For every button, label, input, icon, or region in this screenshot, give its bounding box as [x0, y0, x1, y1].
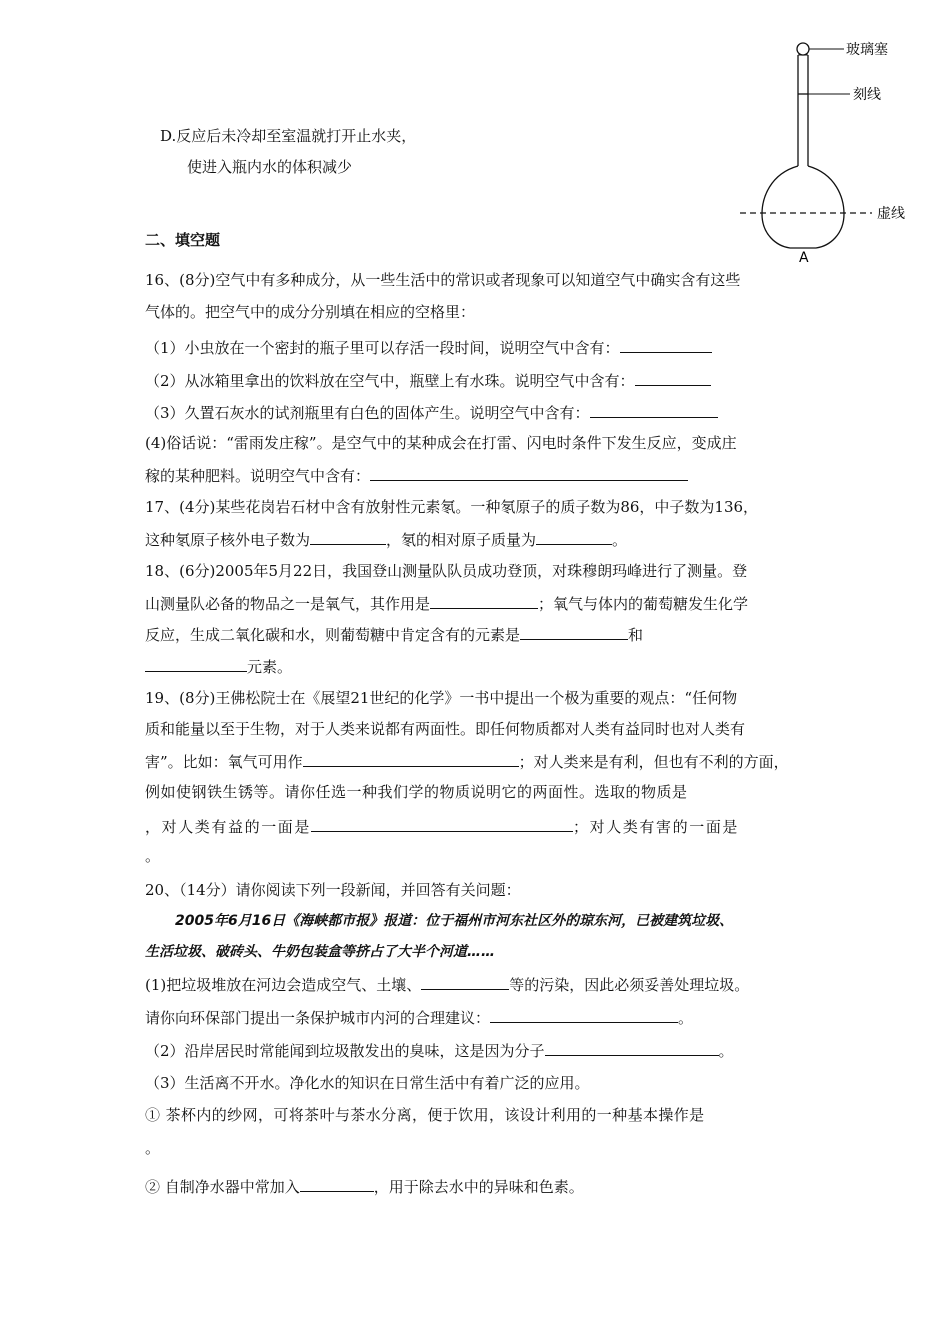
q20-part2	[145, 1039, 734, 1061]
q17-line2	[145, 528, 627, 550]
q19-line2: 质和能量以至于生物，对于人类来说都有两面性。即任何物质都对人类有益同时也对人类有	[145, 720, 746, 738]
volumetric-flask-diagram	[740, 38, 930, 263]
label-a: A	[799, 250, 809, 263]
q19-text-b: ；对人类来是有利，但也有不利的方面，	[518, 753, 789, 771]
q20-blank3[interactable]	[545, 1039, 719, 1056]
q19-text-d: ；对人类有害的一面是	[573, 818, 740, 836]
q16-line1: 16、(8分)空气中有多种成分，从一些生活中的常识或者现象可以知道空气中确实含有这些	[145, 271, 741, 289]
q18-text-e: 元素。	[247, 658, 293, 676]
q20-news-line2: 生活垃圾、破砖头、牛奶包装盒等挤占了大半个河道……	[145, 944, 495, 960]
q16-part4-line2	[145, 464, 688, 486]
q20-text-f: 。	[718, 1042, 734, 1060]
q18-line3	[145, 623, 643, 645]
q18-line2	[145, 592, 748, 614]
option-d-line1: D.反应后未冷却至室温就打开止水夹，	[160, 127, 417, 145]
q19-line5	[145, 815, 739, 837]
q18-blank2[interactable]	[520, 623, 628, 640]
q18-blank3[interactable]	[145, 655, 247, 672]
q16-part2	[145, 369, 711, 391]
q17-blank1[interactable]	[310, 528, 386, 545]
q20-sub1-end: 。	[145, 1139, 161, 1157]
q19-text-c: ，对人类有益的一面是	[145, 818, 312, 836]
q19-line3	[145, 750, 789, 772]
q20-part1-line1	[145, 973, 749, 995]
q18-text-a: 山测量队必备的物品之一是氧气，其作用是	[145, 595, 431, 613]
q20-part1-line2	[145, 1006, 693, 1028]
q17-blank2[interactable]	[536, 528, 612, 545]
q17-line1: 17、(4分)某些花岗岩石材中含有放射性元素氡。一种氡原子的质子数为86，中子数为136，	[145, 498, 759, 516]
q17-text-c: 。	[612, 531, 628, 549]
glass-stopper-shape	[797, 43, 809, 55]
q18-line1: 18、(6分)2005年5月22日，我国登山测量队队员成功登顶，对珠穆朗玛峰进行了测量。登	[145, 562, 748, 580]
section-title: 二、填空题	[145, 231, 221, 249]
q18-text-c: 反应，生成二氧化碳和水，则葡萄糖中肯定含有的元素是	[145, 626, 521, 644]
q20-blank1[interactable]	[421, 973, 509, 990]
q18-blank1[interactable]	[430, 592, 538, 609]
q20-text-a: (1)把垃圾堆放在河边会造成空气、土壤、	[145, 976, 422, 994]
q20-blank4[interactable]	[300, 1175, 374, 1192]
label-dashed: 虚线	[877, 206, 905, 222]
q16-part3-text: （3）久置石灰水的试剂瓶里有白色的固体产生。说明空气中含有：	[145, 404, 590, 422]
q20-line1: 20、（14分）请你阅读下列一段新闻，并回答有关问题：	[145, 881, 521, 899]
flask-bulb	[762, 166, 844, 248]
q16-part4-text: 稼的某种肥料。说明空气中含有：	[145, 467, 371, 485]
q19-line1: 19、(8分)王佛松院士在《展望21世纪的化学》一书中提出一个极为重要的观点：“任何物	[145, 689, 738, 707]
q17-text-b: ，氡的相对原子质量为	[386, 531, 537, 549]
q16-part2-text: （2）从冰箱里拿出的饮料放在空气中，瓶壁上有水珠。说明空气中含有：	[145, 372, 635, 390]
q19-line6: 。	[145, 847, 161, 865]
q17-text-a: 这种氡原子核外电子数为	[145, 531, 311, 549]
q16-part1-text: （1）小虫放在一个密封的瓶子里可以存活一段时间，说明空气中含有：	[145, 339, 620, 357]
q20-blank2[interactable]	[490, 1006, 678, 1023]
q16-blank3[interactable]	[590, 401, 718, 418]
q16-part1	[145, 336, 712, 358]
q20-text-c: 请你向环保部门提出一条保护城市内河的合理建议：	[145, 1009, 491, 1027]
q16-part3	[145, 401, 718, 423]
q16-part4-line1: (4)俗话说：“雷雨发庄稼”。是空气中的某种成会在打雷、闪电时条件下发生反应，变成庄	[145, 434, 737, 452]
q16-blank4[interactable]	[370, 464, 688, 481]
q20-sub1: ① 茶杯内的纱网，可将茶叶与茶水分离，便于饮用，该设计利用的一种基本操作是	[145, 1106, 705, 1124]
q20-sub2	[145, 1175, 584, 1197]
q20-text-h: ，用于除去水中的异味和色素。	[373, 1178, 584, 1196]
q19-blank1[interactable]	[303, 750, 519, 767]
q18-line4	[145, 655, 292, 677]
q16-blank1[interactable]	[620, 336, 712, 353]
q20-part3: （3）生活离不开水。净化水的知识在日常生活中有着广泛的应用。	[145, 1074, 590, 1092]
q18-text-b: ；氧气与体内的葡萄糖发生化学	[538, 595, 749, 613]
q20-news-line1: 2005年6月16日《海峡都市报》报道：位于福州市河东社区外的琼东河，已被建筑垃圾、	[175, 913, 734, 929]
q20-text-g: ② 自制净水器中常加入	[145, 1178, 300, 1196]
label-glass-stopper: 玻璃塞	[846, 42, 888, 58]
q20-text-e: （2）沿岸居民时常能闻到垃圾散发出的臭味，这是因为分子	[145, 1042, 545, 1060]
q19-blank2[interactable]	[311, 815, 573, 832]
q20-text-d: 。	[678, 1009, 694, 1027]
q19-line4: 例如使钢铁生锈等。请你任选一种我们学的物质说明它的两面性。选取的物质是	[145, 783, 688, 801]
label-mark: 刻线	[853, 87, 881, 103]
q19-text-a: 害”。比如：氧气可用作	[145, 753, 303, 771]
q16-line2: 气体的。把空气中的成分分别填在相应的空格里：	[145, 303, 476, 321]
q16-blank2[interactable]	[635, 369, 711, 386]
option-d-line2: 使进入瓶内水的体积减少	[187, 158, 353, 176]
q20-text-b: 等的污染，因此必须妥善处理垃圾。	[509, 976, 750, 994]
q18-text-d: 和	[628, 626, 644, 644]
